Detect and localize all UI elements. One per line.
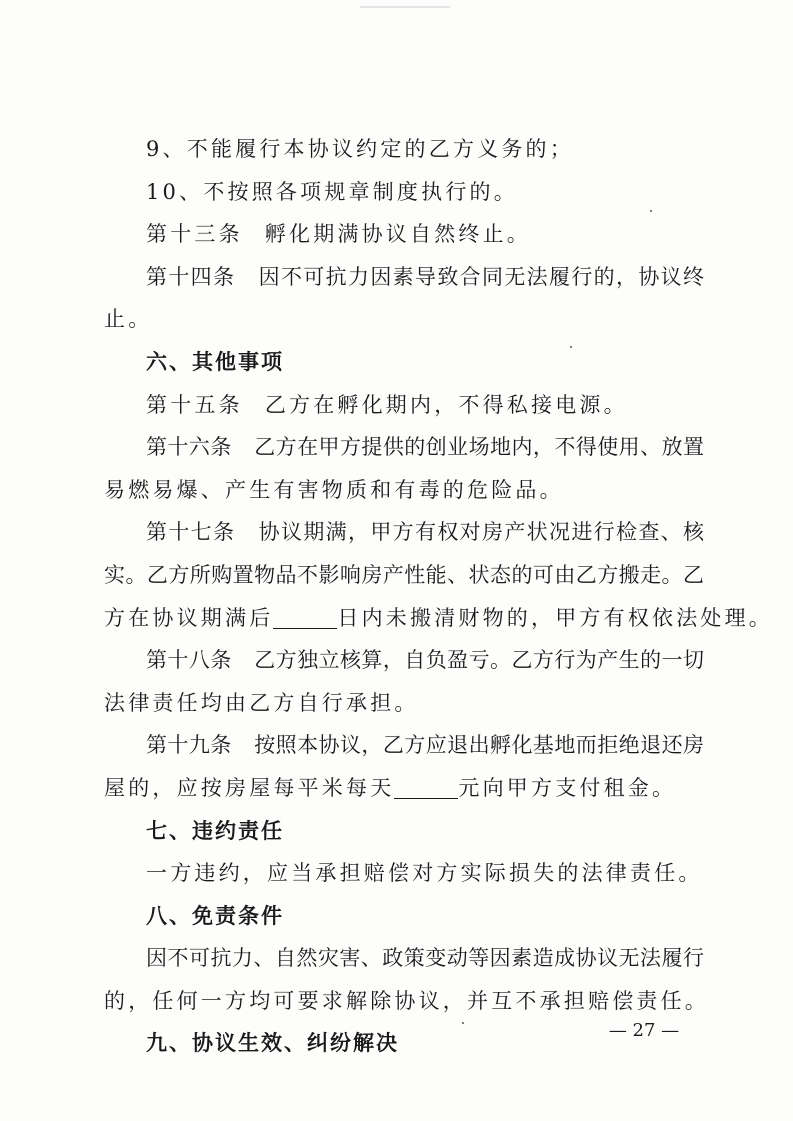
section-heading [104,341,704,384]
article-text: 按照本协议，乙方应退出孵化基地而拒绝退还房 [253,733,704,758]
fill-in-blank[interactable] [394,776,458,799]
heading-text: 九、协议生效、纠纷解决 [146,1031,399,1056]
paragraph-line [104,937,704,980]
heading-text: 六、其他事项 [146,349,284,374]
paragraph-line [104,128,704,171]
paragraph-line [104,852,704,895]
document-body [104,128,774,1065]
text: 因不可抗力、自然灾害、政策变动等因素造成协议无法履行 [146,946,704,971]
article-number: 第十三条 [146,222,243,247]
article-text: 因不可抗力因素导致合同无法履行的，协议终 [257,264,704,289]
article-number: 第十七条 [146,520,236,545]
text: 易燃易爆、产生有害物质和有毒的危险品。 [104,477,564,502]
text: 一方违约，应当承担赔偿对方实际损失的法律责任。 [146,861,703,886]
article-text: 乙方独立核算，自负盈亏。乙方行为产生的一切 [253,648,704,673]
article-text: 协议期满，甲方有权对房产状况进行检查、核 [257,520,704,545]
paragraph-line [104,554,704,597]
article-17 [104,511,704,554]
paragraph-line [104,597,774,640]
article-19 [104,724,704,767]
text: 法律责任均由乙方自行承担。 [104,690,419,715]
heading-text: 八、免责条件 [146,903,284,928]
text: 的，任何一方均可要求解除协议，并互不承担赔偿责任。 [104,988,709,1013]
paragraph-line [104,469,704,512]
article-16 [104,426,704,469]
section-heading [104,810,704,853]
text: 止。 [104,307,153,332]
fill-in-blank[interactable] [273,606,337,629]
article-text: 乙方在甲方提供的创业场地内，不得使用、放置 [253,435,704,460]
paragraph-line [104,682,704,725]
text: 日内未搬清财物的，甲方有权依法处理。 [337,605,774,630]
article-13 [104,213,704,256]
article-text: 乙方在孵化期内，不得私接电源。 [264,392,628,417]
article-text: 孵化期满协议自然终止。 [264,222,532,247]
article-14 [104,256,704,299]
text: 屋的，应按房屋每平米每天 [104,775,395,800]
scan-mark [360,6,450,8]
article-18 [104,639,704,682]
paragraph-line [104,980,709,1023]
paragraph-line [104,298,704,341]
text: 元向甲方支付租金。 [458,775,677,800]
paragraph-line [104,171,704,214]
article-number: 第十六条 [146,435,232,460]
article-number: 第十四条 [146,264,236,289]
article-number: 第十九条 [146,733,232,758]
text: 方在协议期满后 [104,605,274,630]
article-number: 第十八条 [146,648,232,673]
article-15 [104,384,704,427]
heading-text: 七、违约责任 [146,818,284,843]
text: 10、不按照各项规章制度执行的。 [146,179,518,204]
text: 9、不能履行本协议约定的乙方义务的； [146,137,574,161]
paragraph-line [104,767,704,810]
article-number: 第十五条 [146,392,243,417]
section-heading [104,895,704,938]
page-number: — 27 — [608,1020,680,1041]
text: 实。乙方所购置物品不影响房产性能、状态的可由乙方搬走。乙 [104,562,704,587]
